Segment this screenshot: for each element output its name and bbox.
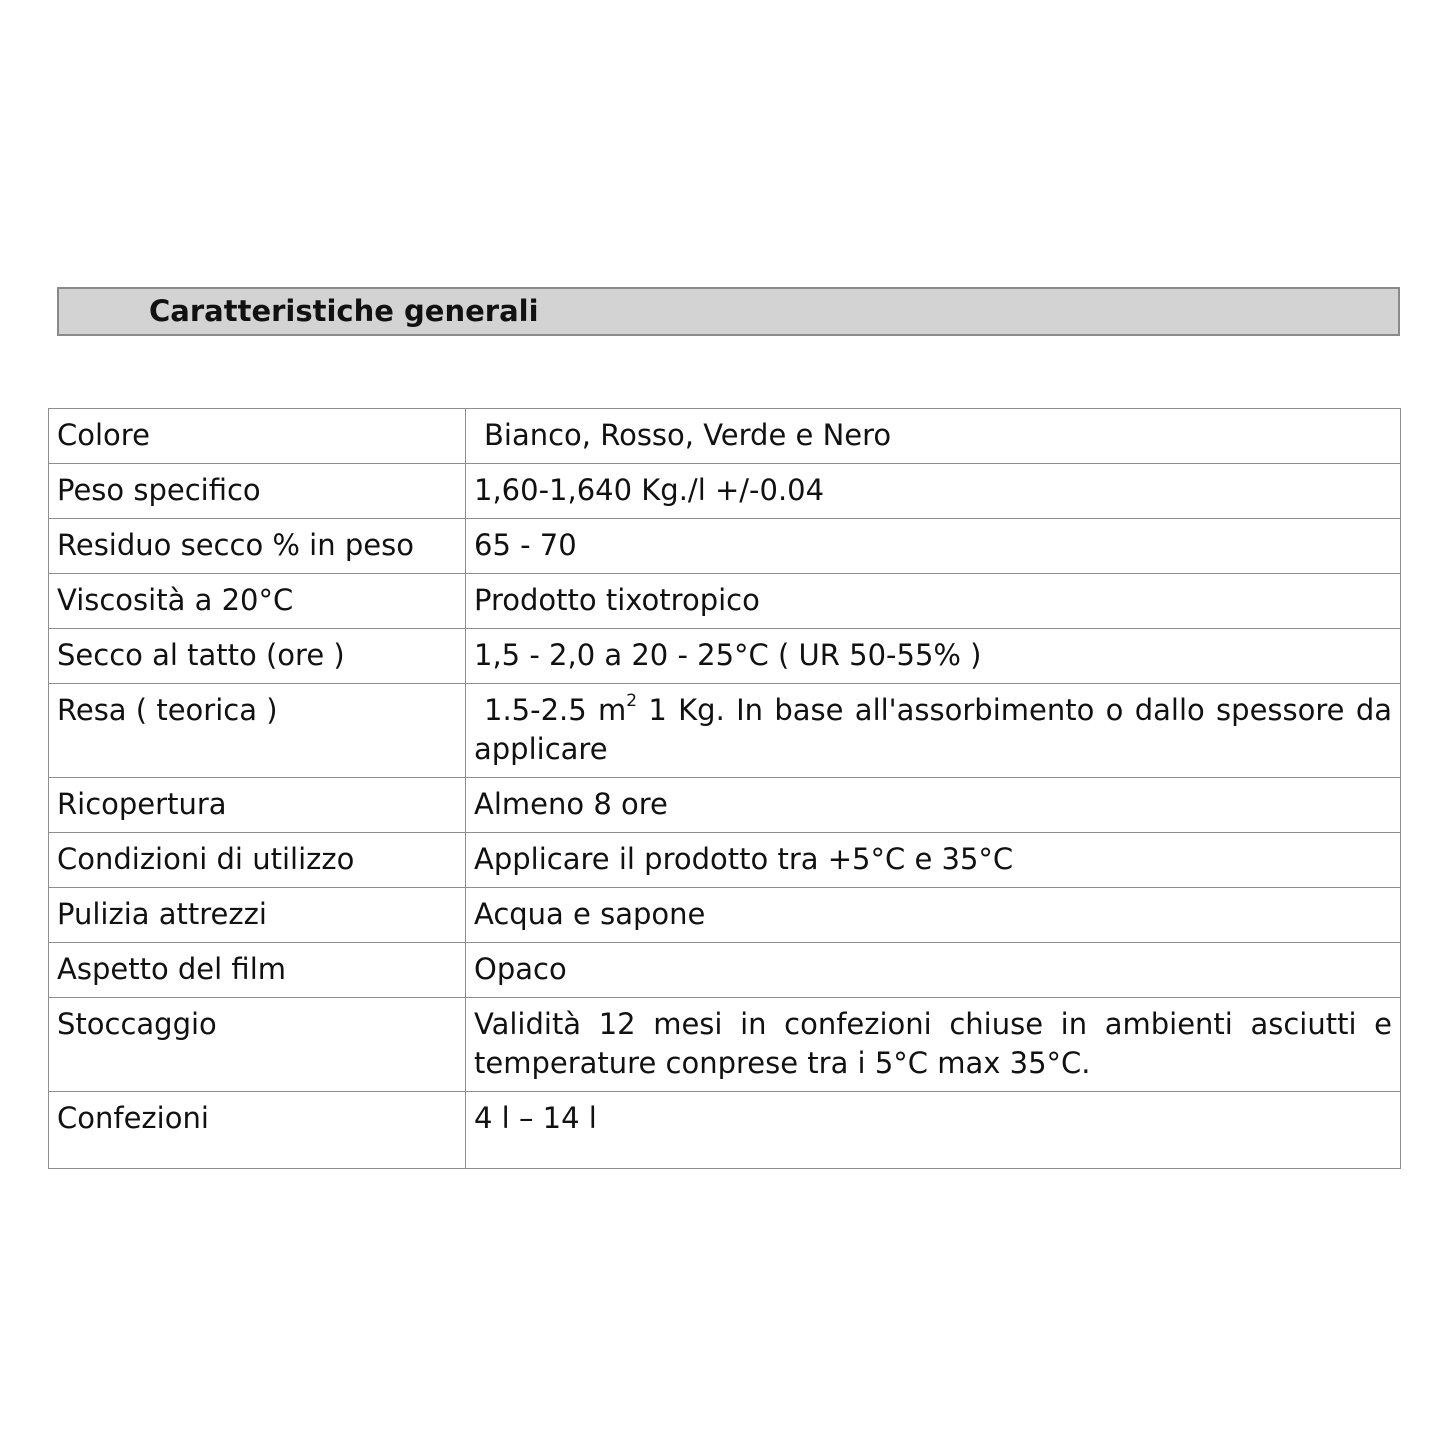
row-value-suffix: 1 Kg. In base all'assorbimento o dallo spessore da applicare — [474, 693, 1392, 766]
row-label: Pulizia attrezzi — [49, 888, 466, 943]
table-row — [49, 574, 1401, 629]
row-value — [466, 684, 1401, 778]
row-label: Colore — [49, 409, 466, 464]
row-value-superscript: 2 — [626, 691, 638, 711]
row-label: Aspetto del film — [49, 943, 466, 998]
table-row — [49, 629, 1401, 684]
table-row — [49, 833, 1401, 888]
row-value: Prodotto tixotropico — [466, 574, 1401, 629]
row-value: Almeno 8 ore — [466, 778, 1401, 833]
table-row — [49, 409, 1401, 464]
row-value: Opaco — [466, 943, 1401, 998]
row-value-text: Bianco, Rosso, Verde e Nero — [484, 418, 892, 452]
table-row — [49, 998, 1401, 1092]
row-label: Peso specifico — [49, 464, 466, 519]
table-row — [49, 464, 1401, 519]
table-row — [49, 888, 1401, 943]
row-label: Condizioni di utilizzo — [49, 833, 466, 888]
row-value: Applicare il prodotto tra +5°C e 35°C — [466, 833, 1401, 888]
row-label: Resa ( teorica ) — [49, 684, 466, 778]
row-value-prefix: 1.5-2.5 m — [484, 693, 627, 727]
row-value: 4 l – 14 l — [466, 1092, 1401, 1169]
section-header — [57, 287, 1400, 336]
row-label: Stoccaggio — [49, 998, 466, 1092]
row-value: 65 - 70 — [466, 519, 1401, 574]
row-value: 1,5 - 2,0 a 20 - 25°C ( UR 50-55% ) — [466, 629, 1401, 684]
table-row — [49, 943, 1401, 998]
row-label: Viscosità a 20°C — [49, 574, 466, 629]
row-value: Acqua e sapone — [466, 888, 1401, 943]
table-row — [49, 1092, 1401, 1169]
specs-table — [48, 408, 1401, 1169]
table-row — [49, 684, 1401, 778]
table-row — [49, 519, 1401, 574]
row-label: Confezioni — [49, 1092, 466, 1169]
table-row — [49, 778, 1401, 833]
section-title: Caratteristiche generali — [149, 294, 539, 328]
row-label: Residuo secco % in peso — [49, 519, 466, 574]
row-label: Ricopertura — [49, 778, 466, 833]
row-value: 1,60-1,640 Kg./l +/-0.04 — [466, 464, 1401, 519]
row-label: Secco al tatto (ore ) — [49, 629, 466, 684]
row-value: Validità 12 mesi in confezioni chiuse in ambienti asciutti e temperature conprese tra i 5°C max 35°C. — [466, 998, 1401, 1092]
row-value — [466, 409, 1401, 464]
